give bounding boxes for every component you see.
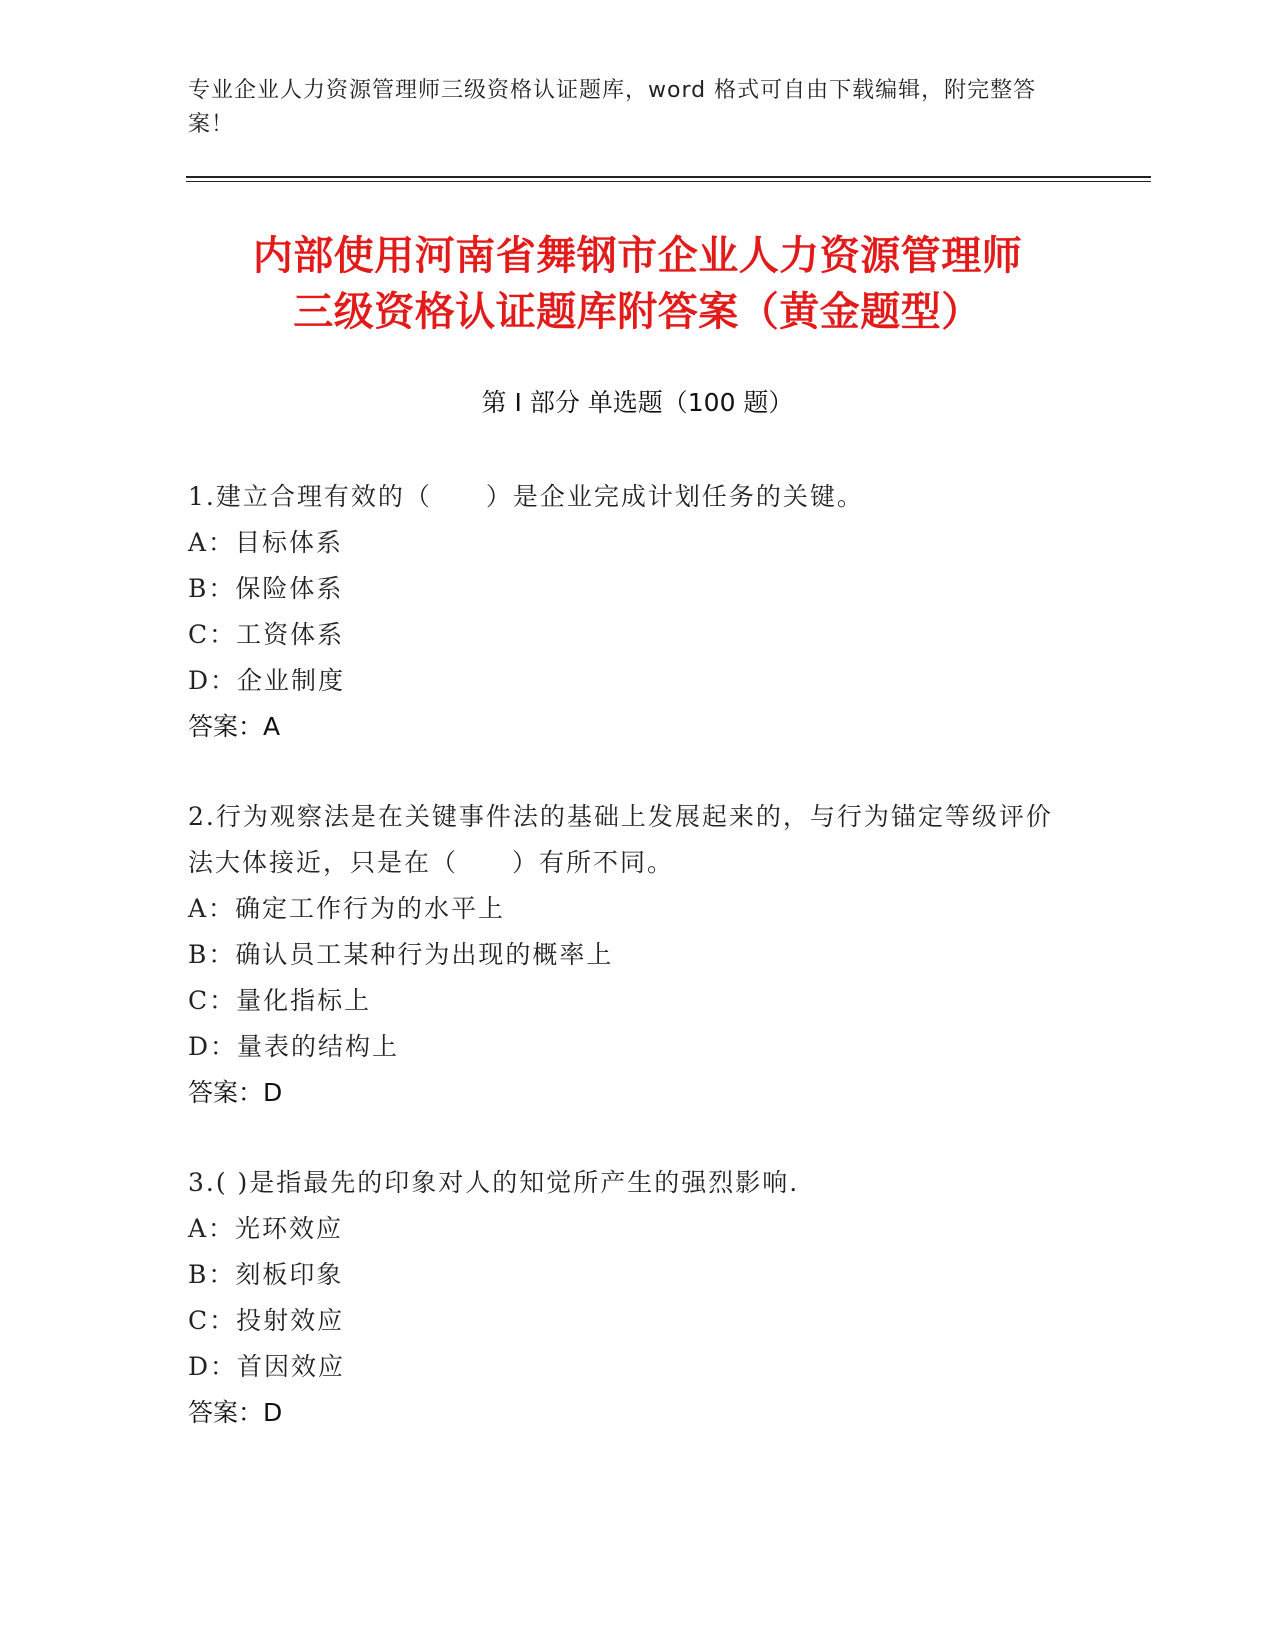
question-2 [188,794,1068,1116]
option-a: A：目标体系 [188,528,344,557]
option-d: D：首因效应 [188,1352,346,1381]
option-c: C：工资体系 [188,620,345,649]
question-3 [188,1160,1068,1436]
option-c: C：投射效应 [188,1306,345,1335]
document-title [150,228,1125,340]
option-b: B：刻板印象 [188,1260,344,1289]
question-stem: 2.行为观察法是在关键事件法的基础上发展起来的，与行为锚定等级评价法大体接近，只是在（ ）有所不同。 [188,802,1053,877]
question-1 [188,474,1068,750]
section-title: 第 I 部分 单选题（100 题） [481,388,794,417]
question-list [188,474,1068,1480]
option-c: C：量化指标上 [188,986,372,1015]
option-d: D：企业制度 [188,666,346,695]
question-stem: 3.( )是指最先的印象对人的知觉所产生的强烈影响. [188,1168,800,1197]
header-divider-thick [186,176,1151,178]
option-a: A：确定工作行为的水平上 [188,894,506,923]
question-stem: 1.建立合理有效的（ ）是企业完成计划任务的关键。 [188,482,864,511]
answer-line: 答案：D [188,1398,283,1427]
option-d: D：量表的结构上 [188,1032,400,1061]
document-title-line2: 三级资格认证题库附答案（黄金题型） [293,289,982,335]
header-note: 专业企业人力资源管理师三级资格认证题库，word 格式可自由下载编辑，附完整答案！ [188,78,1037,137]
answer-line: 答案：A [188,712,281,741]
document-title-line1: 内部使用河南省舞钢市企业人力资源管理师 [252,233,1023,279]
option-b: B：保险体系 [188,574,344,603]
option-b: B：确认员工某种行为出现的概率上 [188,940,614,969]
answer-line: 答案：D [188,1078,283,1107]
option-a: A：光环效应 [188,1214,344,1243]
header-divider-thin [186,181,1151,182]
